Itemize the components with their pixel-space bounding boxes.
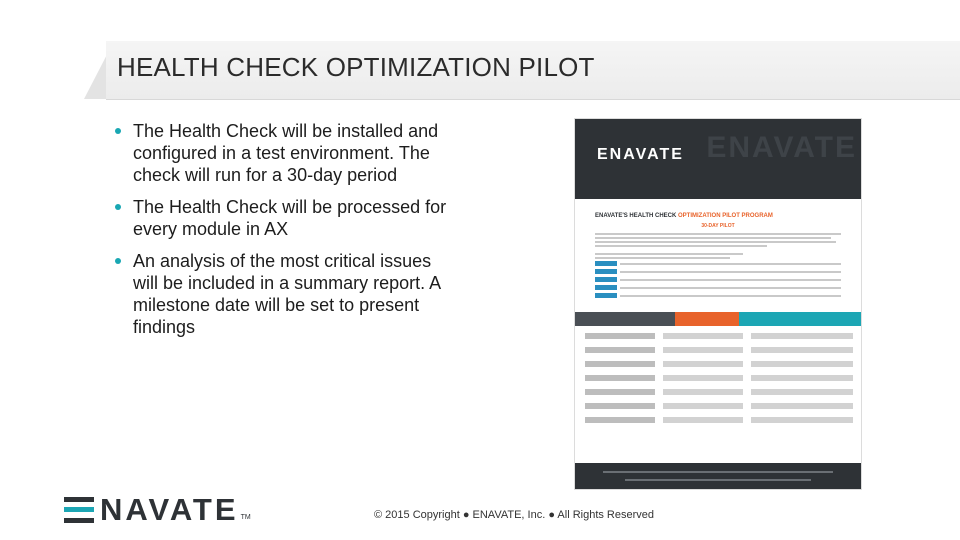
document-watermark-logo: ENAVATE — [706, 131, 857, 164]
document-intro-text — [595, 233, 841, 247]
bullet-dot-icon — [115, 128, 121, 134]
document-table-header — [575, 312, 861, 326]
bullet-item — [113, 250, 448, 338]
bullet-text: An analysis of the most critical issues will be included in a summary report. A milestone date will be set to present findings — [133, 251, 441, 337]
document-logo: ENAVATE — [597, 146, 684, 163]
logo-wordmark: NAVATE — [100, 492, 239, 527]
bullet-item — [113, 120, 448, 186]
document-body — [575, 199, 861, 298]
document-table-body — [585, 333, 853, 431]
document-header — [575, 119, 861, 199]
bullet-dot-icon — [115, 204, 121, 210]
slide-title: HEALTH CHECK OPTIMIZATION PILOT — [117, 52, 595, 82]
enavate-logo — [64, 492, 251, 527]
document-feature-list — [595, 253, 841, 298]
bullet-list — [113, 120, 448, 348]
bullet-dot-icon — [115, 258, 121, 264]
trademark-symbol: TM — [240, 514, 251, 521]
bullet-text: The Health Check will be installed and configured in a test environment. The check will run for a 30-day period — [133, 121, 439, 185]
bullet-item — [113, 196, 448, 240]
document-subheading: 30-DAY PILOT — [701, 223, 735, 229]
copyright-notice: © 2015 Copyright ● ENAVATE, Inc. ● All Rights Reserved — [374, 509, 655, 521]
bullet-text: The Health Check will be processed for every module in AX — [133, 197, 447, 239]
document-thumbnail — [575, 119, 861, 489]
document-heading: ENAVATE'S HEALTH CHECK OPTIMIZATION PILOT PROGRAM — [595, 213, 773, 219]
document-footer — [575, 463, 861, 489]
enavate-e-mark-icon — [64, 497, 94, 523]
